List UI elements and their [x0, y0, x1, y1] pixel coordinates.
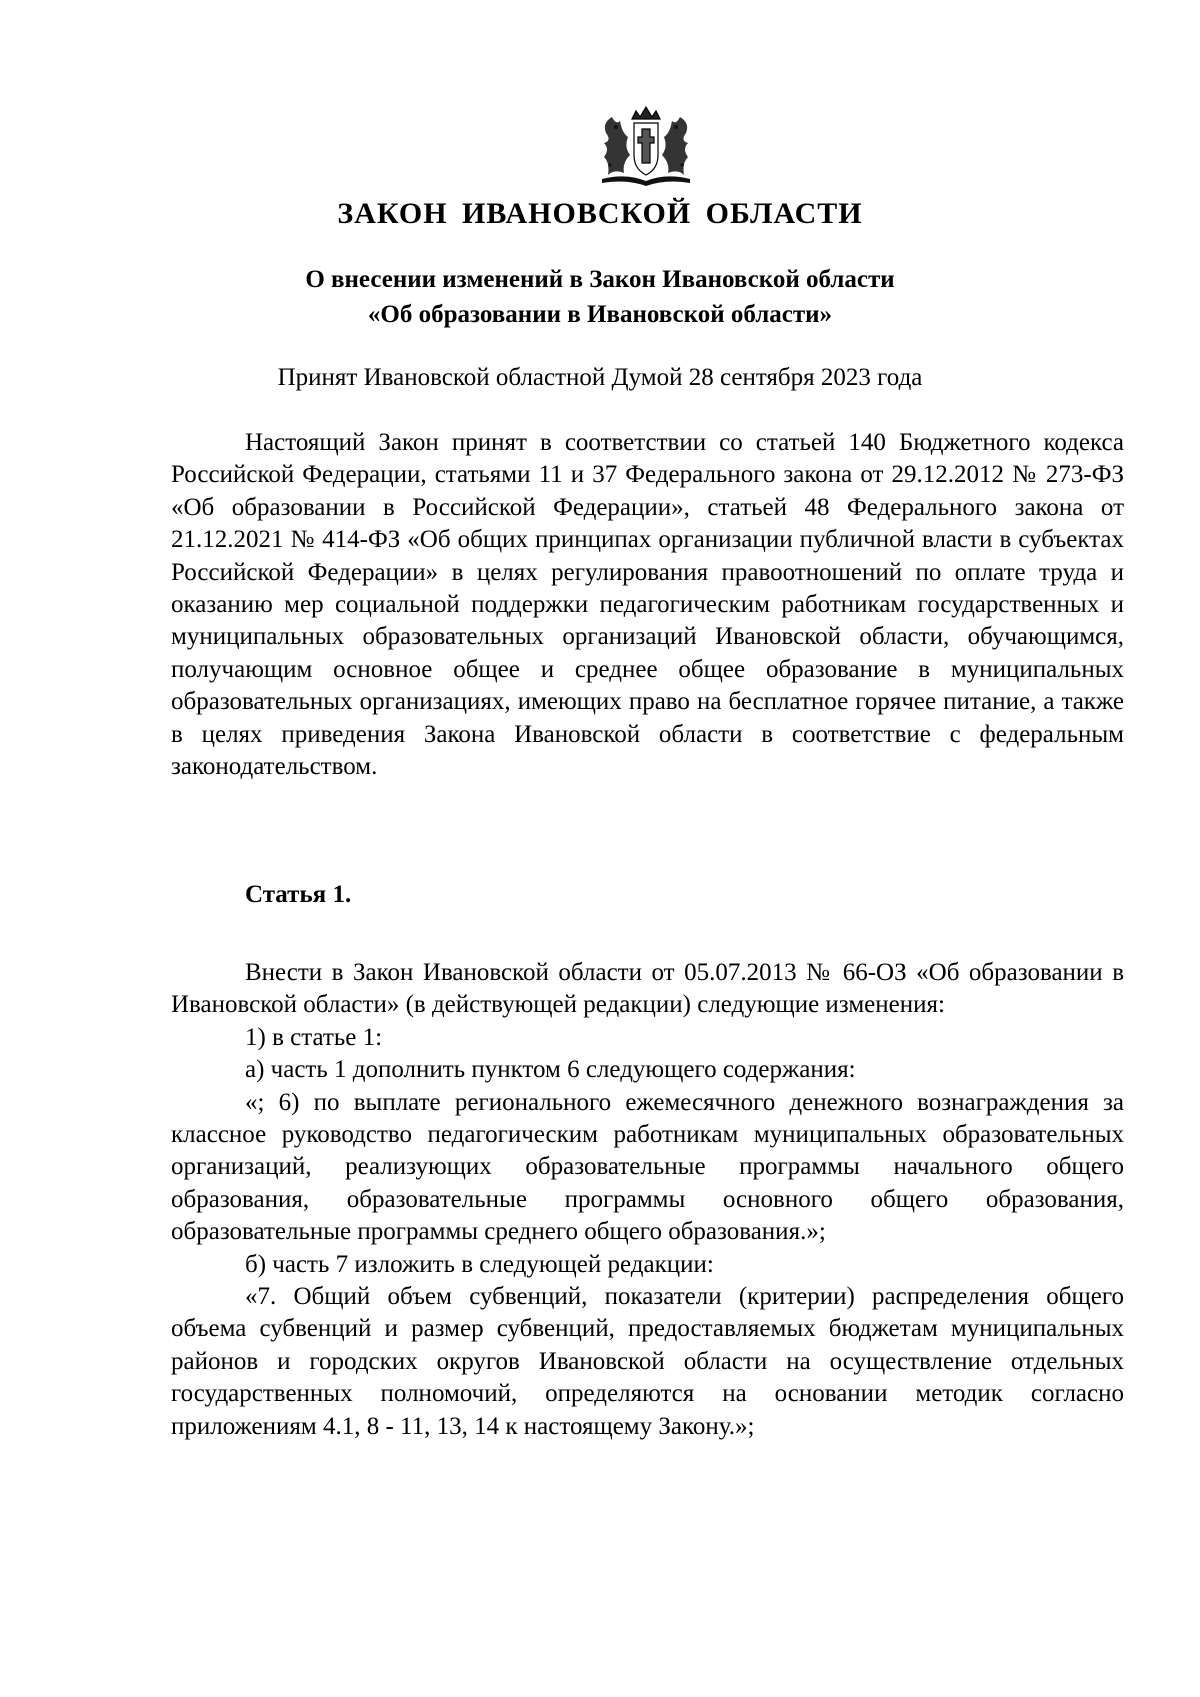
item-1a-text: «; 6) по выплате регионального ежемесячного денежного вознаграждения за классное руководство педагогическим работникам муниципальных образовательных организаций, реализующих образовательные программы начального общего образования, образовательные программы основного общего образования, образовательные программы среднего общего образования.»;	[171, 1088, 1124, 1246]
article-intro: Внести в Закон Ивановской области от 05.07.2013 № 66-ОЗ «Об образовании в Ивановской области» (в действующей редакции) следующие изменения:	[171, 959, 1124, 1019]
law-subtitle	[0, 262, 1200, 332]
item-1: 1) в статье 1:	[245, 1023, 383, 1051]
subtitle-line-1: О внесении изменений в Закон Ивановской области	[305, 266, 895, 293]
article-body	[171, 957, 1124, 1443]
law-title: ЗАКОН ИВАНОВСКОЙ ОБЛАСТИ	[337, 197, 863, 230]
article-heading: Статья 1.	[245, 881, 352, 908]
coat-of-arms-icon	[596, 103, 696, 187]
adoption-line: Принят Ивановской областной Думой 28 сентября 2023 года	[277, 364, 923, 391]
subtitle-line-2: «Об образовании в Ивановской области»	[367, 301, 833, 328]
preamble-paragraph: Настоящий Закон принят в соответствии со статьей 140 Бюджетного кодекса Российской Федерации, статьями 11 и 37 Федерального закона от 29.12.2012 № 273-ФЗ «Об образовании в Российской Федерации», статьей 48 Федерального закона от 21.12.2021 № 414-ФЗ «Об общих принципах организации публичной власти в субъектах Российской Федерации» в целях регулирования правоотношений по оплате труда и оказанию мер социальной поддержки педагогическим работникам государственных и муниципальных образовательных организаций Ивановской области, обучающимся, получающим основное общее и среднее общее образование в муниципальных образовательных организациях, имеющих право на бесплатное горячее питание, а также в целях приведения Закона Ивановской области в соответствие с федеральным законодательством.	[171, 429, 1124, 781]
item-1a: а) часть 1 дополнить пунктом 6 следующего содержания:	[245, 1056, 856, 1084]
item-1b-text: «7. Общий объем субвенций, показатели (критерии) распределения общего объема субвенций и размер субвенций, предоставляемых бюджетам муниципальных районов и городских округов Ивановской области на осуществление отдельных государственных полномочий, определяются на основании методик согласно приложениям 4.1, 8 - 11, 13, 14 к настоящему Закону.»;	[171, 1283, 1124, 1440]
item-1b: б) часть 7 изложить в следующей редакции:	[245, 1250, 714, 1278]
